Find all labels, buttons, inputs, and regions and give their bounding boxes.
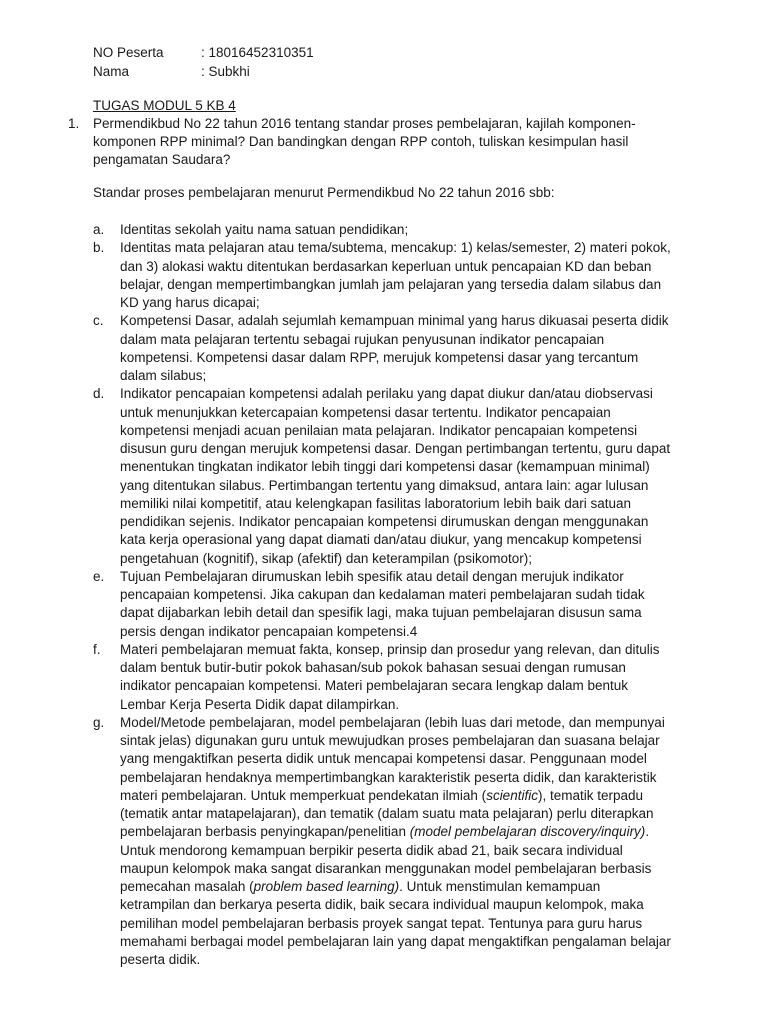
question-text: Permendikbud No 22 tahun 2016 tentang standar proses pembelajaran, kajilah komponen-komponen RPP minimal? Dan bandingkan dengan RPP contoh, tuliskan kesimpulan hasil pengamatan Saudara? — [93, 116, 636, 168]
list-item — [93, 221, 673, 239]
list-item-letter: d. — [93, 386, 105, 402]
italic-term: problem based learning) — [253, 879, 400, 894]
text-segment: . Untuk menstimulan kemampuan ketrampilan dan berkarya peserta didik, baik secara individual maupun kelompok, maka pemilihan model pembelajaran berbasis proyek sangat tepat. Tentunya para guru harus memahami berbagai model pembelajaran lain yang dapat mengaktifkan pengalaman belajar peserta didik. — [120, 879, 671, 967]
text-segment: ), tematik terpadu (tematik antar matapelajaran), dan tematik (dalam suatu mata pelajaran) perlu diterapkan pembelajaran berbasis penyingkapan/penelitian — [120, 787, 654, 840]
list-item-text: Identitas sekolah yaitu nama satuan pendidikan; — [120, 222, 409, 237]
intro-paragraph: Standar proses pembelajaran menurut Permendikbud No 22 tahun 2016 sbb: — [93, 185, 555, 200]
list-item — [93, 568, 673, 641]
list-item — [93, 239, 673, 312]
text-segment: . Untuk mendorong kemampuan berpikir peserta didik abad 21, baik secara individual maupun kelompok maka sangat disarankan menggunakan model pembelajaran berbasis pemecahan masalah ( — [120, 824, 652, 894]
list-item-letter: g. — [93, 714, 105, 730]
nama-row — [93, 63, 250, 81]
list-item-text: Identitas mata pelajaran atau tema/subtema, mencakup: 1) kelas/semester, 2) materi pokok, dan 3) alokasi waktu ditentukan berdasarkan keperluan untuk pencapaian KD dan beban belajar, dengan mempertimbangkan jumlah jam pelajaran yang tersedia dalam silabus dan KD yang harus dicapai; — [120, 240, 671, 310]
list-item — [93, 641, 673, 714]
italic-term: (model pembelajaran discovery/inquiry) — [409, 824, 646, 840]
list-item — [93, 385, 673, 568]
list-item-text — [120, 714, 673, 970]
list-item-letter: b. — [93, 240, 105, 256]
no-peserta-label: NO Peserta — [93, 45, 164, 60]
component-list — [93, 221, 673, 969]
list-item-letter: f. — [93, 641, 101, 657]
no-peserta-row — [93, 44, 314, 62]
list-item-text: Indikator pencapaian kompetensi adalah perilaku yang dapat diukur dan/atau diobservasi untuk menunjukkan ketercapaian kompetensi dasar tertentu. Indikator pencapaian kompetensi menjadi acuan penilaian mata pelajaran. Indikator pencapaian kompetensi disusun guru dengan merujuk kompetensi dasar. Dengan pertimbangan tertentu, guru dapat menentukan tingkatan indikator lebih tinggi dari kompetensi dasar (kemampuan minimal) yang ditentukan silabus. Pertimbangan tertentu yang dimaksud, antara lain: agar lulusan memiliki nilai kompetitif, atau kelengkapan fasilitas laboratorium lebih baik dari satuan pendidikan sejenis. Indikator pencapaian kompetensi dirumuskan dengan menggunakan kata kerja operasional yang dapat diamati dan/atau diukur, yang mencakup kompetensi pengetahuan (kognitif), sikap (afektif) dan keterampilan (psikomotor); — [120, 386, 671, 566]
assignment-title: TUGAS MODUL 5 KB 4 — [93, 98, 236, 113]
list-item-text: Kompetensi Dasar, adalah sejumlah kemampuan minimal yang harus dikuasai peserta didik dalam mata pelajaran tertentu sebagai rujukan penyusunan indikator pencapaian kompetensi. Kompetensi dasar dalam RPP, merujuk kompetensi dasar yang tercantum dalam silabus; — [120, 313, 669, 383]
list-item — [93, 714, 673, 970]
list-item — [93, 312, 673, 385]
no-peserta-value: : 18016452310351 — [201, 45, 314, 60]
list-item-letter: e. — [93, 568, 105, 584]
list-item-letter: c. — [93, 313, 104, 329]
list-item-text: Materi pembelajaran memuat fakta, konsep, prinsip dan prosedur yang relevan, dan ditulis dalam bentuk butir-butir pokok bahasan/sub pokok bahasan sesuai dengan rumusan indikator pencapaian kompetensi. Materi pembelajaran secara lengkap dalam bentuk Lembar Kerja Peserta Didik dapat dilampirkan. — [120, 641, 660, 712]
italic-term: scientific — [486, 787, 538, 803]
text-segment: Model/Metode pembelajaran, model pembelajaran (lebih luas dari metode, dan mempunyai sintak jelas) digunakan guru untuk mewujudkan proses pembelajaran dan suasana belajar yang mengaktifkan peserta didik untuk mencapai kompetensi dasar. Penggunaan model pembelajaran hendaknya mempertimbangkan karakteristik peserta didik, dan karakteristik materi pembelajaran. Untuk memperkuat pendekatan ilmiah ( — [120, 714, 665, 803]
list-item-letter: a. — [93, 222, 105, 237]
nama-value: : Subkhi — [201, 64, 250, 79]
list-item-text: Tujuan Pembelajaran dirumuskan lebih spesifik atau detail dengan merujuk indikator pencapaian kompetensi. Jika cakupan dan kedalaman materi pembelajaran sudah tidak dapat dijabarkan lebih detail dan spesifik lagi, maka tujuan pembelajaran disusun sama persis dengan indikator pencapaian kompetensi.4 — [120, 568, 645, 639]
nama-label: Nama — [93, 64, 130, 79]
question-number: 1. — [68, 116, 80, 131]
